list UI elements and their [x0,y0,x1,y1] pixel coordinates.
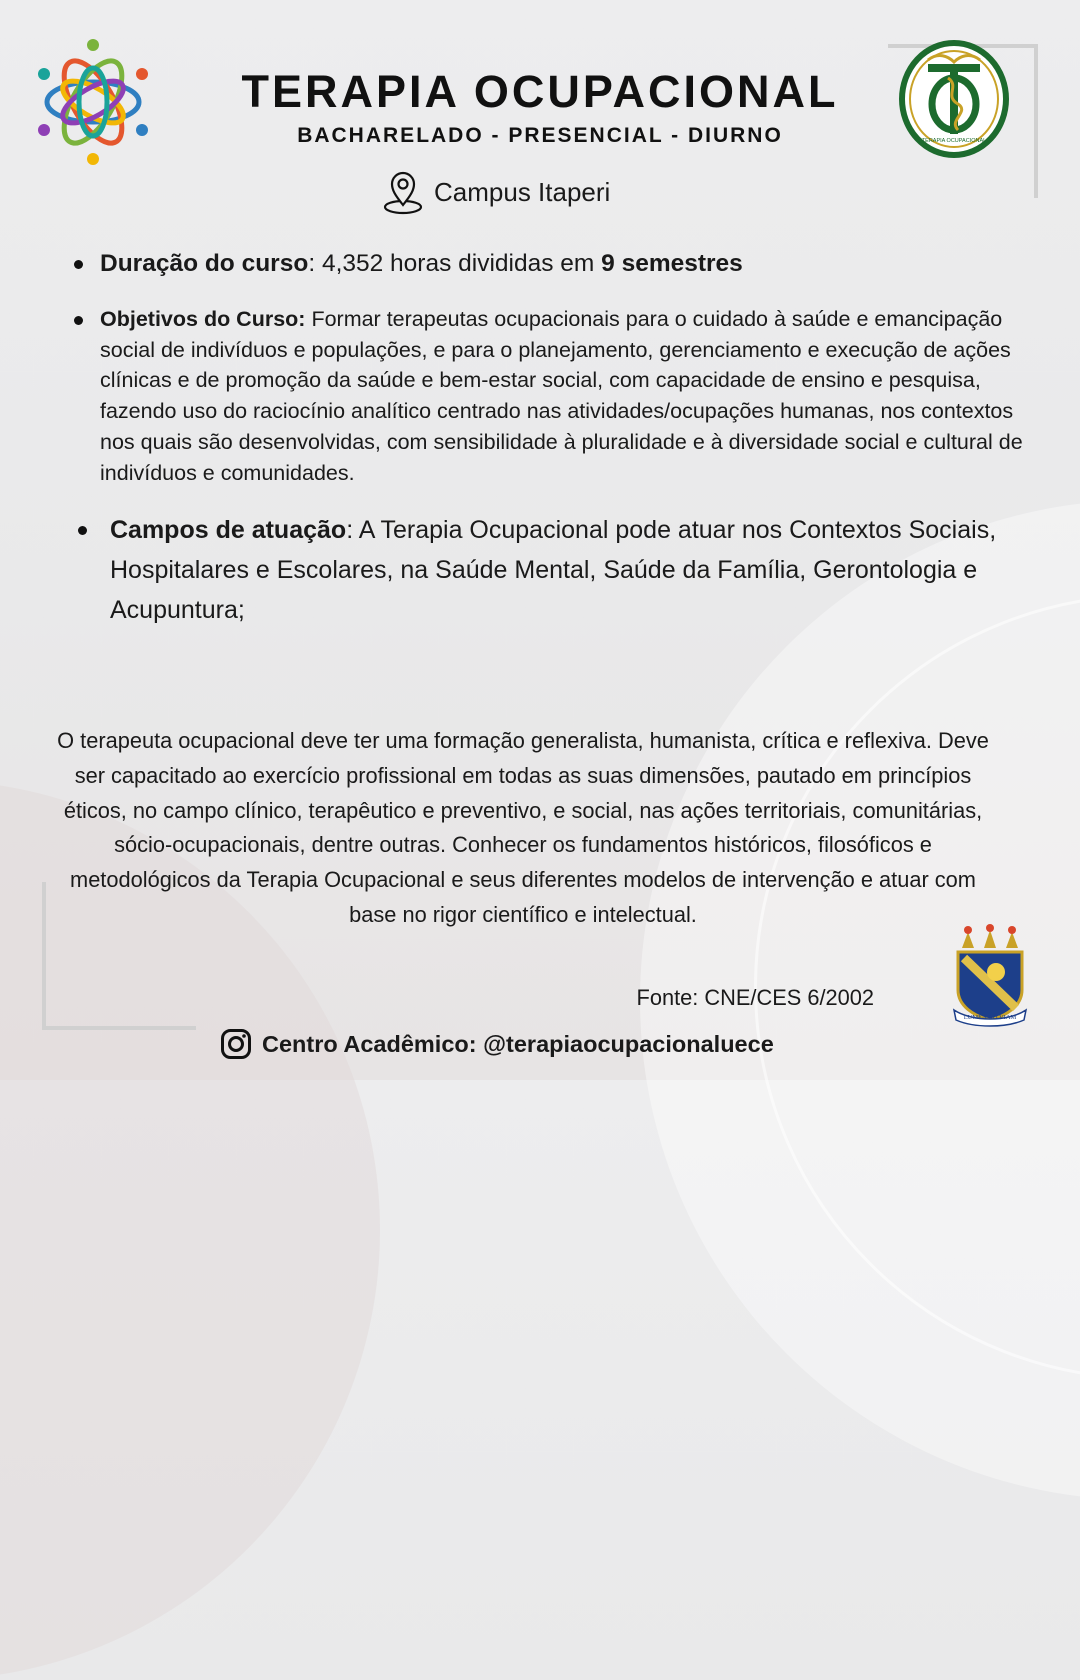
duration-text: 4,352 horas divididas em [321,250,602,277]
instagram-icon [220,1028,252,1060]
seal-text: TERAPIA OCUPACIONAL [921,138,987,144]
course-info-list [72,246,1032,630]
page-subtitle: BACHARELADO - PRESENCIAL - DIURNO [297,124,783,147]
duration-label: Duração do curso [100,250,309,277]
list-item-objectives [72,304,1032,488]
fields-text: : A Terapia Ocupacional pode atuar nos Contextos Sociais, Hospitalares e Escolares, na Saúde Mental, Saúde da Família, Gerontologia e Acupuntura; [110,516,997,625]
campus-location [382,168,610,216]
instagram-handle[interactable] [220,1024,774,1064]
fields-label: Campos de atuação [110,516,347,545]
list-item-duration: Duração do curso: 4,352 horas divididas em 9 semestres [72,246,1032,282]
footer-text: Centro Acadêmico: @terapiaocupacionaluece [262,1030,774,1057]
profile-paragraph: O terapeuta ocupacional deve ter uma formação generalista, humanista, crítica e reflexiva. Deve ser capacitado ao exercício profissional em todas as suas dimensões, pautado em princípios éticos, no campo clínico, terapêutico e preventivo, e social, nas ações territoriais, comunitárias, sócio-ocupacionais, dentre outras. Conhecer os fundamentos históricos, filosóficos e metodológicos da Terapia Ocupacional e seus diferentes modelos de intervenção e atuar com base no rigor científico e intelectual. [57,728,989,927]
campus-label: Campus Itaperi [434,176,611,207]
list-item-fields [76,510,1036,630]
objectives-text: Formar terapeutas ocupacionais para o cuidado à saúde e emancipação social de indivíduos e populações, e para o planejamento, gerenciamento e execução de ações clínicas e de promoção da saúde e bem-estar social, com capacidade de ensino e pesquisa, fazendo uso do raciocínio analítico centrado nas atividades/ocupações humanas, nos contextos nos quais são desenvolvidas, com sensibilidade à pluralidade e à diversidade social e cultural de indivíduos e comunidades. [100,307,1023,485]
university-crest [948,918,1032,1030]
page-title: TERAPIA OCUPACIONAL [241,66,839,117]
people-circle-logo [36,38,150,166]
location-pin-icon [382,169,424,215]
duration-semesters: 9 semestres [601,250,743,277]
objectives-label: Objetivos do Curso: [100,307,306,331]
source-citation: Fonte: CNE/CES 6/2002 [636,985,874,1010]
crest-motto: LUMEN AD VIAM [963,1014,1017,1021]
